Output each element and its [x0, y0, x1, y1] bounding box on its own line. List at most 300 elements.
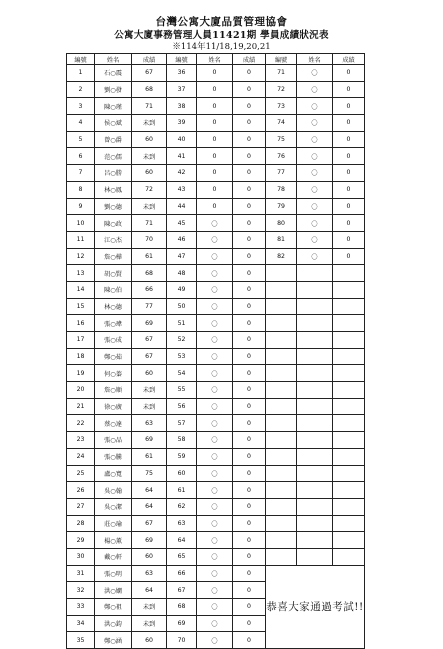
student-score: 0	[233, 148, 266, 165]
student-name: 〇	[197, 365, 233, 382]
student-name: 〇	[197, 298, 233, 315]
empty-cell	[297, 332, 333, 349]
student-name: 洪○鈞	[95, 615, 132, 632]
student-score: 0	[233, 131, 266, 148]
student-score: 0	[333, 131, 365, 148]
table-row	[67, 498, 365, 515]
student-score: 0	[233, 532, 266, 549]
empty-cell	[333, 332, 365, 349]
student-score: 0	[233, 265, 266, 282]
student-no: 42	[167, 165, 197, 182]
student-no: 6	[67, 148, 95, 165]
empty-cell	[333, 415, 365, 432]
empty-cell	[297, 498, 333, 515]
student-name: 何○蓁	[95, 365, 132, 382]
student-no: 54	[167, 365, 197, 382]
student-score: 未到	[132, 599, 167, 616]
student-name: 詹○順	[95, 382, 132, 399]
student-no: 51	[167, 315, 197, 332]
student-no: 48	[167, 265, 197, 282]
empty-cell	[333, 515, 365, 532]
empty-cell	[266, 298, 297, 315]
student-name: 〇	[197, 548, 233, 565]
student-score: 0	[233, 215, 266, 232]
student-no: 12	[67, 248, 95, 265]
student-no: 80	[266, 215, 297, 232]
student-no: 70	[167, 632, 197, 649]
empty-cell	[266, 548, 297, 565]
student-score: 0	[333, 231, 365, 248]
student-name: 曾○爵	[95, 131, 132, 148]
student-name: 〇	[197, 215, 233, 232]
student-score: 64	[132, 498, 167, 515]
student-score: 0	[233, 81, 266, 98]
student-name: 〇	[197, 599, 233, 616]
student-no: 38	[167, 98, 197, 115]
student-name: 〇	[297, 131, 333, 148]
student-no: 72	[266, 81, 297, 98]
student-name: 0	[197, 181, 233, 198]
student-no: 11	[67, 231, 95, 248]
student-no: 26	[67, 482, 95, 499]
empty-cell	[297, 382, 333, 399]
student-score: 71	[132, 98, 167, 115]
student-name: 張○瑋	[95, 315, 132, 332]
student-name: 〇	[297, 231, 333, 248]
student-name: 0	[197, 165, 233, 182]
header-no-2: 編號	[167, 54, 197, 65]
student-no: 67	[167, 582, 197, 599]
student-name: 劉○德	[95, 198, 132, 215]
student-name: 張○騰	[95, 448, 132, 465]
student-name: 〇	[297, 65, 333, 82]
student-no: 65	[167, 548, 197, 565]
empty-cell	[333, 432, 365, 449]
student-name: 陳○伯	[95, 281, 132, 298]
student-no: 61	[167, 482, 197, 499]
header-row	[67, 54, 365, 65]
table-row	[67, 448, 365, 465]
student-score: 0	[233, 465, 266, 482]
empty-cell	[297, 298, 333, 315]
header-name-3: 姓名	[297, 54, 333, 65]
student-name: 〇	[197, 632, 233, 649]
student-score: 0	[233, 65, 266, 82]
student-no: 17	[67, 332, 95, 349]
student-score: 60	[132, 632, 167, 649]
student-no: 81	[266, 231, 297, 248]
student-score: 71	[132, 215, 167, 232]
student-score: 60	[132, 548, 167, 565]
student-score: 0	[233, 181, 266, 198]
header-name-2: 姓名	[197, 54, 233, 65]
empty-cell	[297, 265, 333, 282]
student-name: 〇	[197, 265, 233, 282]
student-score: 0	[233, 281, 266, 298]
student-no: 56	[167, 398, 197, 415]
student-name: 〇	[297, 81, 333, 98]
student-score: 0	[233, 315, 266, 332]
student-score: 67	[132, 515, 167, 532]
student-name: 〇	[197, 231, 233, 248]
student-no: 14	[67, 281, 95, 298]
document-subtitle: 公寓大廈事務管理人員11421期 學員成績狀況表	[114, 30, 329, 41]
student-score: 64	[132, 582, 167, 599]
empty-cell	[333, 315, 365, 332]
student-score: 未到	[132, 198, 167, 215]
empty-cell	[297, 448, 333, 465]
student-name: 0	[197, 131, 233, 148]
student-name: 〇	[197, 565, 233, 582]
student-score: 70	[132, 231, 167, 248]
student-score: 66	[132, 281, 167, 298]
student-score: 67	[132, 348, 167, 365]
student-no: 30	[67, 548, 95, 565]
student-score: 61	[132, 248, 167, 265]
student-no: 33	[67, 599, 95, 616]
student-name: 〇	[197, 398, 233, 415]
table-row	[67, 432, 365, 449]
student-no: 74	[266, 115, 297, 132]
empty-cell	[333, 548, 365, 565]
student-no: 35	[67, 632, 95, 649]
student-no: 1	[67, 65, 95, 82]
table-row	[67, 231, 365, 248]
student-no: 3	[67, 98, 95, 115]
student-name: 〇	[197, 281, 233, 298]
student-score: 未到	[132, 382, 167, 399]
empty-cell	[266, 432, 297, 449]
student-no: 15	[67, 298, 95, 315]
table-row	[67, 248, 365, 265]
student-score: 0	[333, 165, 365, 182]
empty-cell	[266, 348, 297, 365]
student-score: 0	[233, 98, 266, 115]
student-name: 范○儒	[95, 148, 132, 165]
student-name: 陳○政	[95, 215, 132, 232]
student-no: 58	[167, 432, 197, 449]
empty-cell	[266, 382, 297, 399]
student-name: 〇	[197, 315, 233, 332]
empty-cell	[297, 432, 333, 449]
student-name: 〇	[197, 582, 233, 599]
student-score: 未到	[132, 115, 167, 132]
student-score: 0	[233, 582, 266, 599]
student-no: 73	[266, 98, 297, 115]
table-row	[67, 565, 365, 582]
empty-cell	[297, 348, 333, 365]
student-no: 32	[67, 582, 95, 599]
student-name: 〇	[197, 415, 233, 432]
header-name-1: 姓名	[95, 54, 132, 65]
student-name: 〇	[297, 98, 333, 115]
header-score-2: 成績	[233, 54, 266, 65]
empty-cell	[333, 348, 365, 365]
student-no: 69	[167, 615, 197, 632]
student-no: 4	[67, 115, 95, 132]
student-name: 〇	[197, 482, 233, 499]
student-name: 〇	[297, 115, 333, 132]
student-score: 0	[233, 615, 266, 632]
student-score: 68	[132, 81, 167, 98]
table-row	[67, 148, 365, 165]
student-no: 57	[167, 415, 197, 432]
student-name: 〇	[197, 448, 233, 465]
student-score: 64	[132, 482, 167, 499]
student-name: 詹○樺	[95, 248, 132, 265]
empty-cell	[297, 482, 333, 499]
student-score: 0	[233, 165, 266, 182]
table-row	[67, 281, 365, 298]
student-score: 0	[333, 248, 365, 265]
student-name: 0	[197, 81, 233, 98]
empty-cell	[333, 298, 365, 315]
table-row	[67, 415, 365, 432]
table-row	[67, 365, 365, 382]
student-score: 0	[333, 148, 365, 165]
student-no: 31	[67, 565, 95, 582]
student-no: 18	[67, 348, 95, 365]
empty-cell	[266, 332, 297, 349]
table-row	[67, 65, 365, 82]
student-name: 鄭○茹	[95, 348, 132, 365]
student-no: 46	[167, 231, 197, 248]
student-no: 23	[67, 432, 95, 449]
table-row	[67, 298, 365, 315]
student-score: 0	[333, 98, 365, 115]
student-no: 68	[167, 599, 197, 616]
student-no: 41	[167, 148, 197, 165]
table-row	[67, 515, 365, 532]
student-score: 67	[132, 65, 167, 82]
student-score: 60	[132, 131, 167, 148]
table-row	[67, 198, 365, 215]
student-score: 69	[132, 532, 167, 549]
student-name: 0	[197, 98, 233, 115]
student-no: 55	[167, 382, 197, 399]
student-name: 〇	[197, 532, 233, 549]
empty-cell	[297, 365, 333, 382]
empty-cell	[266, 482, 297, 499]
empty-cell	[297, 532, 333, 549]
student-no: 64	[167, 532, 197, 549]
student-score: 0	[233, 565, 266, 582]
table-row	[67, 315, 365, 332]
empty-cell	[333, 382, 365, 399]
student-no: 71	[266, 65, 297, 82]
student-name: 〇	[297, 165, 333, 182]
table-body	[67, 65, 365, 649]
table-row	[67, 131, 365, 148]
student-score: 0	[233, 198, 266, 215]
student-score: 未到	[132, 398, 167, 415]
student-score: 77	[132, 298, 167, 315]
student-no: 5	[67, 131, 95, 148]
student-no: 50	[167, 298, 197, 315]
student-no: 8	[67, 181, 95, 198]
student-score: 0	[233, 115, 266, 132]
empty-cell	[297, 548, 333, 565]
student-name: 〇	[197, 382, 233, 399]
table-row	[67, 165, 365, 182]
student-no: 44	[167, 198, 197, 215]
empty-cell	[266, 315, 297, 332]
student-name: 胡○賢	[95, 265, 132, 282]
student-no: 49	[167, 281, 197, 298]
student-no: 25	[67, 465, 95, 482]
student-name: 吳○潔	[95, 498, 132, 515]
table-row	[67, 115, 365, 132]
student-name: 鄭○涵	[95, 632, 132, 649]
empty-cell	[333, 465, 365, 482]
student-no: 62	[167, 498, 197, 515]
student-score: 0	[333, 181, 365, 198]
student-score: 61	[132, 448, 167, 465]
student-name: 0	[197, 115, 233, 132]
student-no: 76	[266, 148, 297, 165]
student-score: 0	[333, 215, 365, 232]
student-score: 69	[132, 315, 167, 332]
student-no: 10	[67, 215, 95, 232]
student-name: 戴○軒	[95, 548, 132, 565]
student-score: 0	[233, 365, 266, 382]
empty-cell	[266, 448, 297, 465]
student-name: 0	[197, 65, 233, 82]
student-name: 〇	[297, 248, 333, 265]
student-name: 洪○嫻	[95, 582, 132, 599]
student-no: 7	[67, 165, 95, 182]
student-score: 0	[233, 332, 266, 349]
student-no: 28	[67, 515, 95, 532]
empty-cell	[266, 365, 297, 382]
student-no: 19	[67, 365, 95, 382]
student-name: 吳○翰	[95, 482, 132, 499]
empty-cell	[297, 281, 333, 298]
student-name: 呂○勝	[95, 165, 132, 182]
student-score: 0	[333, 115, 365, 132]
empty-cell	[333, 448, 365, 465]
student-score: 0	[233, 248, 266, 265]
student-no: 63	[167, 515, 197, 532]
student-name: 〇	[297, 215, 333, 232]
student-name: 〇	[197, 515, 233, 532]
document-title: 台灣公寓大廈品質管理協會	[155, 16, 288, 28]
student-score: 0	[233, 599, 266, 616]
student-score: 0	[233, 432, 266, 449]
student-no: 20	[67, 382, 95, 399]
student-no: 47	[167, 248, 197, 265]
table-row	[67, 98, 365, 115]
student-score: 68	[132, 265, 167, 282]
student-no: 79	[266, 198, 297, 215]
student-score: 63	[132, 415, 167, 432]
table-row	[67, 548, 365, 565]
student-score: 0	[233, 515, 266, 532]
student-score: 75	[132, 465, 167, 482]
student-name: 〇	[197, 498, 233, 515]
student-name: 陳○瑾	[95, 98, 132, 115]
table-row	[67, 532, 365, 549]
student-score: 0	[333, 65, 365, 82]
student-score: 0	[233, 298, 266, 315]
student-name: 林○德	[95, 298, 132, 315]
student-name: 〇	[197, 332, 233, 349]
student-name: 鄭○祖	[95, 599, 132, 616]
table-row	[67, 398, 365, 415]
header-score-3: 成績	[333, 54, 365, 65]
student-no: 39	[167, 115, 197, 132]
student-score: 0	[333, 81, 365, 98]
student-no: 59	[167, 448, 197, 465]
student-name: 〇	[297, 198, 333, 215]
empty-cell	[266, 265, 297, 282]
student-no: 24	[67, 448, 95, 465]
empty-cell	[297, 315, 333, 332]
student-name: 〇	[197, 348, 233, 365]
empty-cell	[333, 281, 365, 298]
student-no: 36	[167, 65, 197, 82]
empty-cell	[333, 532, 365, 549]
header-score-1: 成績	[132, 54, 167, 65]
student-score: 60	[132, 165, 167, 182]
empty-cell	[333, 498, 365, 515]
student-no: 60	[167, 465, 197, 482]
student-no: 66	[167, 565, 197, 582]
header-no-3: 編號	[266, 54, 297, 65]
empty-cell	[266, 398, 297, 415]
student-no: 43	[167, 181, 197, 198]
student-name: 0	[197, 148, 233, 165]
empty-cell	[333, 265, 365, 282]
table-row	[67, 382, 365, 399]
student-name: 張○明	[95, 565, 132, 582]
student-no: 16	[67, 315, 95, 332]
empty-cell	[266, 415, 297, 432]
empty-cell	[297, 398, 333, 415]
student-name: 〇	[197, 248, 233, 265]
student-name: 〇	[297, 148, 333, 165]
student-no: 45	[167, 215, 197, 232]
student-name: 0	[197, 198, 233, 215]
student-no: 27	[67, 498, 95, 515]
student-score: 72	[132, 181, 167, 198]
student-score: 67	[132, 332, 167, 349]
student-score: 0	[333, 198, 365, 215]
congratulations-message: 恭喜大家通過考試!!	[266, 565, 365, 648]
empty-cell	[266, 515, 297, 532]
student-score: 未到	[132, 148, 167, 165]
empty-cell	[333, 365, 365, 382]
table-row	[67, 81, 365, 98]
student-score: 0	[233, 498, 266, 515]
student-score: 0	[233, 231, 266, 248]
student-name: 楊○薰	[95, 532, 132, 549]
student-name: 莊○瑜	[95, 515, 132, 532]
student-no: 22	[67, 415, 95, 432]
student-score: 0	[233, 382, 266, 399]
student-name: 徐○廣	[95, 398, 132, 415]
student-no: 29	[67, 532, 95, 549]
student-score: 0	[233, 448, 266, 465]
empty-cell	[297, 415, 333, 432]
empty-cell	[297, 515, 333, 532]
student-name: 〇	[197, 465, 233, 482]
student-score: 0	[233, 632, 266, 649]
student-name: 江○杰	[95, 231, 132, 248]
empty-cell	[266, 465, 297, 482]
student-no: 9	[67, 198, 95, 215]
student-name: 張○品	[95, 432, 132, 449]
